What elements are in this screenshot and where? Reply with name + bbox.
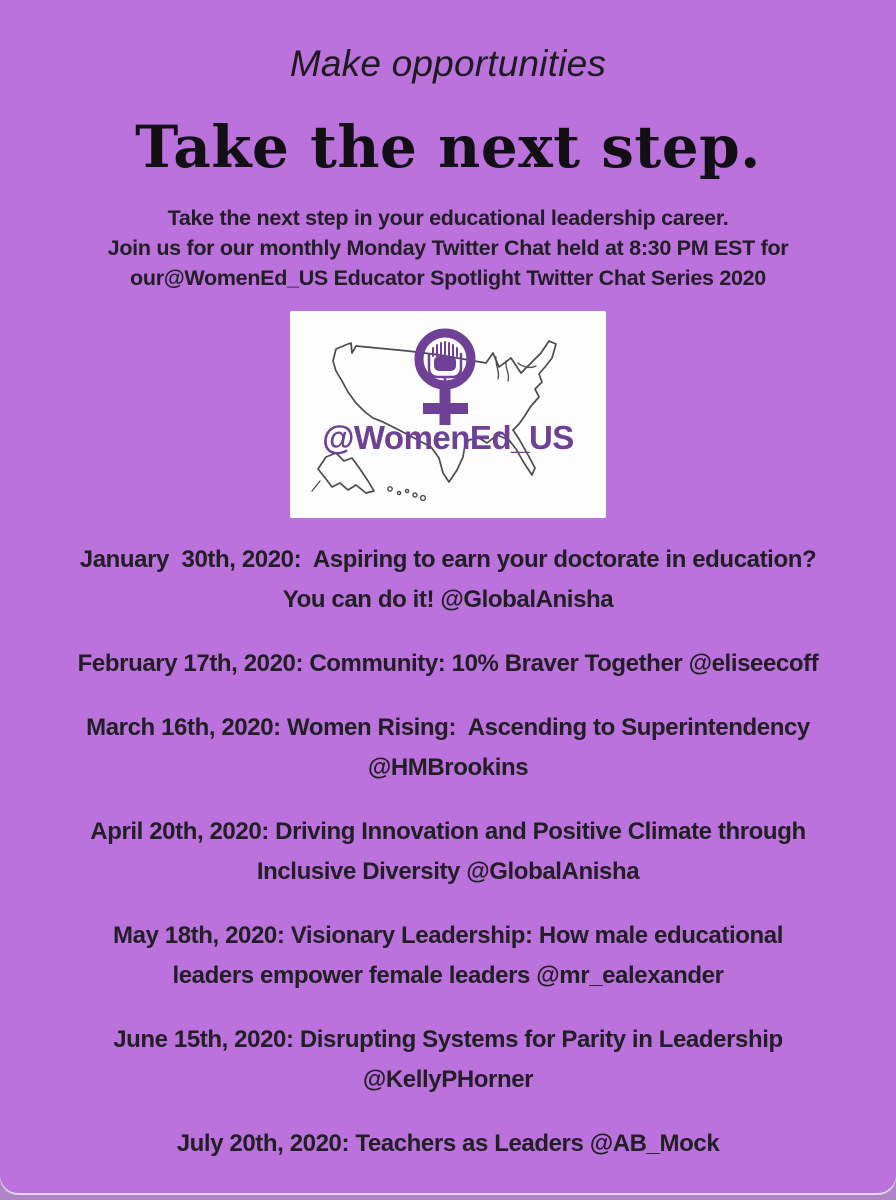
event-line: April 20th, 2020: Driving Innovation and Positive Climate through: [90, 818, 806, 845]
us-map-female-symbol-microphone-icon: [290, 311, 606, 518]
intro-line: Join us for our monthly Monday Twitter Chat held at 8:30 PM EST for: [107, 236, 789, 260]
event-item: [0, 540, 896, 620]
female-symbol-microphone-glyph: [419, 333, 471, 425]
event-line: May 18th, 2020: Visionary Leadership: How male educational: [113, 922, 783, 949]
logo-handle: @WomenEd_US: [322, 419, 574, 456]
event-item: [0, 812, 896, 892]
event-item: [0, 1020, 896, 1100]
event-list: [0, 540, 896, 1164]
event-line: July 20th, 2020: Teachers as Leaders @AB_Mock: [176, 1130, 720, 1157]
intro-text: [0, 203, 896, 293]
event-line: @HMBrookins: [367, 754, 529, 781]
page-title: Take the next step.: [135, 113, 761, 181]
womened-logo-card: [290, 311, 606, 518]
event-line: June 15th, 2020: Disrupting Systems for Parity in Leadership: [113, 1026, 783, 1053]
event-item: [0, 916, 896, 996]
event-line: January 30th, 2020: Aspiring to earn your doctorate in education?: [79, 546, 817, 573]
intro-line: Take the next step in your educational leadership career.: [167, 206, 729, 230]
event-item: [0, 644, 896, 684]
tagline: Make opportunities: [289, 43, 607, 84]
event-item: [0, 708, 896, 788]
event-line: February 17th, 2020: Community: 10% Braver Together @eliseecoff: [77, 650, 819, 677]
event-line: leaders empower female leaders @mr_ealexander: [172, 962, 724, 989]
event-line: @KellyPHorner: [362, 1066, 534, 1093]
event-line: You can do it! @GlobalAnisha: [282, 586, 614, 613]
event-line: March 16th, 2020: Women Rising: Ascending to Superintendency: [86, 714, 810, 741]
event-item: [0, 1124, 896, 1164]
intro-line: our@WomenEd_US Educator Spotlight Twitter Chat Series 2020: [130, 266, 766, 290]
event-line: Inclusive Diversity @GlobalAnisha: [256, 858, 640, 885]
